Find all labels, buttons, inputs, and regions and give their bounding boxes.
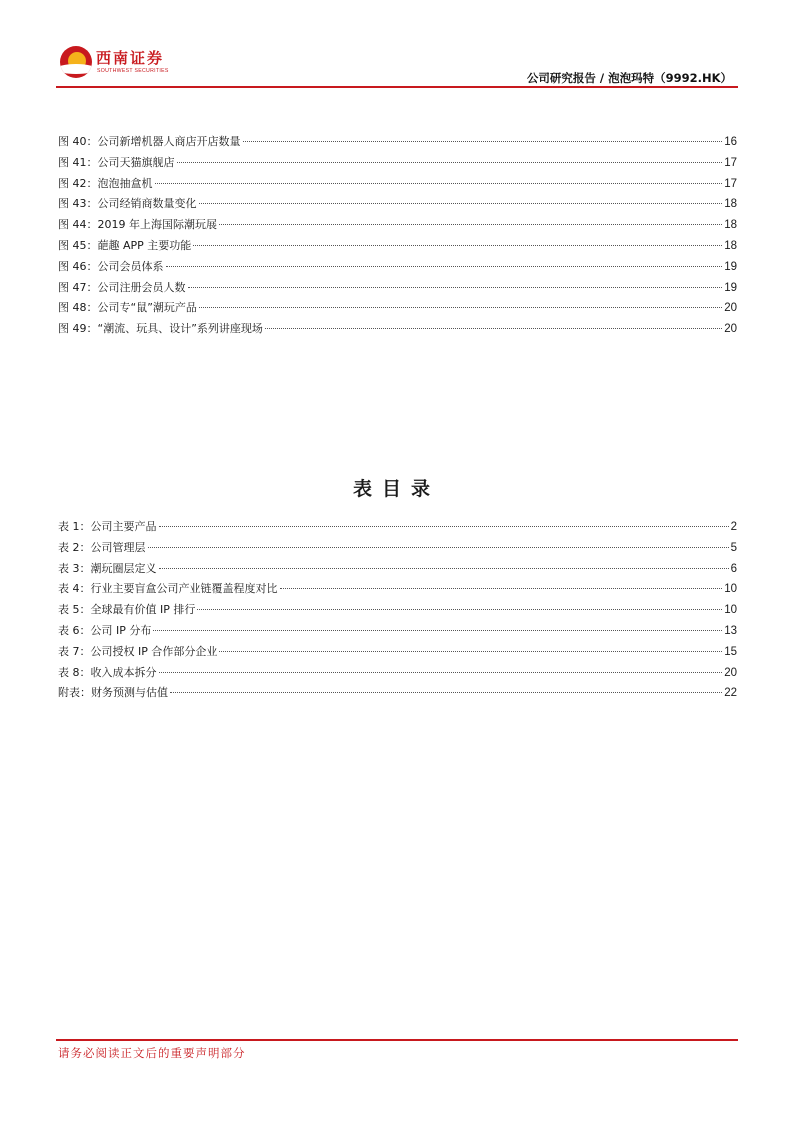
toc-entry-label: 图 44：2019 年上海国际潮玩展 — [58, 218, 217, 232]
toc-entry-page: 10 — [724, 604, 737, 617]
logo-chinese-name: 西南证券 — [96, 49, 165, 67]
dot-leader — [219, 651, 722, 652]
footer-divider — [56, 1039, 738, 1041]
toc-entry-page: 13 — [724, 624, 737, 637]
toc-entry-table-6[interactable] — [58, 622, 737, 643]
toc-entry-fig-43[interactable] — [58, 195, 737, 216]
company-logo — [60, 46, 170, 80]
toc-entry-page: 5 — [730, 541, 737, 554]
toc-entry-label: 图 48：公司专“鼠”潮玩产品 — [58, 301, 197, 315]
toc-entry-page: 18 — [724, 239, 737, 252]
toc-entry-fig-42[interactable] — [58, 175, 737, 196]
table-list — [58, 518, 737, 705]
toc-entry-page: 17 — [724, 177, 737, 190]
dot-leader — [199, 307, 722, 308]
toc-entry-page: 18 — [724, 219, 737, 232]
dot-leader — [159, 568, 729, 569]
toc-entry-page: 2 — [730, 521, 737, 533]
toc-entry-page: 6 — [730, 562, 737, 575]
toc-entry-label: 表 1：公司主要产品 — [58, 520, 157, 533]
toc-entry-label: 图 42：泡泡抽盒机 — [58, 176, 153, 190]
footer-disclaimer: 请务必阅读正文后的重要声明部分 — [58, 1046, 246, 1060]
toc-entry-label: 表 4：行业主要盲盒公司产业链覆盖程度对比 — [58, 582, 278, 596]
toc-entry-label: 图 45：葩趣 APP 主要功能 — [58, 238, 192, 252]
toc-entry-page: 18 — [724, 198, 737, 211]
toc-entry-fig-49[interactable] — [58, 320, 737, 341]
toc-entry-table-4[interactable] — [58, 580, 737, 601]
toc-entry-label: 表 6：公司 IP 分布 — [58, 623, 152, 637]
toc-entry-fig-45[interactable] — [58, 237, 737, 258]
logo-emblem-icon — [60, 46, 92, 78]
dot-leader — [155, 183, 723, 184]
toc-entry-label: 表 5：全球最有价值 IP 排行 — [58, 603, 196, 617]
toc-entry-fig-44[interactable] — [58, 216, 737, 237]
dot-leader — [166, 266, 723, 267]
toc-entry-label: 图 40：公司新增机器人商店开店数量 — [58, 135, 241, 148]
toc-entry-page: 20 — [724, 323, 737, 336]
figure-list — [58, 133, 737, 341]
toc-entry-page: 20 — [724, 666, 737, 679]
toc-entry-fig-46[interactable] — [58, 258, 737, 279]
toc-entry-appendix-table[interactable] — [58, 684, 737, 705]
toc-entry-label: 表 8：收入成本拆分 — [58, 665, 157, 679]
toc-entry-page: 16 — [724, 136, 737, 148]
toc-entry-label: 图 43：公司经销商数量变化 — [58, 197, 197, 211]
dot-leader — [159, 672, 723, 673]
dot-leader — [148, 547, 729, 548]
toc-entry-page: 15 — [724, 645, 737, 658]
toc-entry-fig-47[interactable] — [58, 279, 737, 300]
toc-entry-table-7[interactable] — [58, 643, 737, 664]
toc-entry-label: 图 47：公司注册会员人数 — [58, 280, 186, 294]
toc-entry-table-3[interactable] — [58, 560, 737, 581]
dot-leader — [243, 141, 723, 142]
report-header-title: 公司研究报告 / 泡泡玛特（9992.HK） — [526, 71, 732, 85]
logo-english-name: SOUTHWEST SECURITIES — [97, 68, 169, 74]
dot-leader — [159, 526, 729, 527]
dot-leader — [280, 588, 723, 589]
toc-entry-label: 表 7：公司授权 IP 合作部分企业 — [58, 644, 218, 658]
dot-leader — [177, 162, 723, 163]
dot-leader — [197, 609, 722, 610]
toc-entry-table-5[interactable] — [58, 601, 737, 622]
toc-entry-fig-40[interactable] — [58, 133, 737, 154]
table-of-tables-heading: 表目录 — [352, 478, 440, 500]
toc-entry-label: 图 46：公司会员体系 — [58, 259, 164, 273]
header-divider — [56, 86, 738, 88]
toc-entry-page: 19 — [724, 281, 737, 294]
toc-entry-table-8[interactable] — [58, 664, 737, 685]
toc-entry-label: 图 49：“潮流、玩具、设计”系列讲座现场 — [58, 322, 263, 336]
toc-entry-page: 19 — [724, 260, 737, 273]
toc-entry-table-1[interactable] — [58, 518, 737, 539]
toc-entry-page: 10 — [724, 583, 737, 596]
dot-leader — [193, 245, 722, 246]
dot-leader — [188, 287, 723, 288]
dot-leader — [265, 328, 722, 329]
toc-entry-page: 20 — [724, 302, 737, 315]
toc-entry-table-2[interactable] — [58, 539, 737, 560]
toc-entry-page: 17 — [724, 156, 737, 169]
toc-entry-fig-48[interactable] — [58, 299, 737, 320]
toc-entry-label: 附表：财务预测与估值 — [58, 686, 168, 700]
dot-leader — [153, 630, 722, 631]
toc-entry-label: 表 2：公司管理层 — [58, 540, 146, 554]
toc-entry-label: 图 41：公司天猫旗舰店 — [58, 155, 175, 169]
dot-leader — [219, 224, 722, 225]
toc-entry-fig-41[interactable] — [58, 154, 737, 175]
toc-entry-page: 22 — [724, 687, 737, 700]
toc-entry-label: 表 3：潮玩圈层定义 — [58, 561, 157, 575]
dot-leader — [199, 203, 723, 204]
dot-leader — [170, 692, 722, 693]
